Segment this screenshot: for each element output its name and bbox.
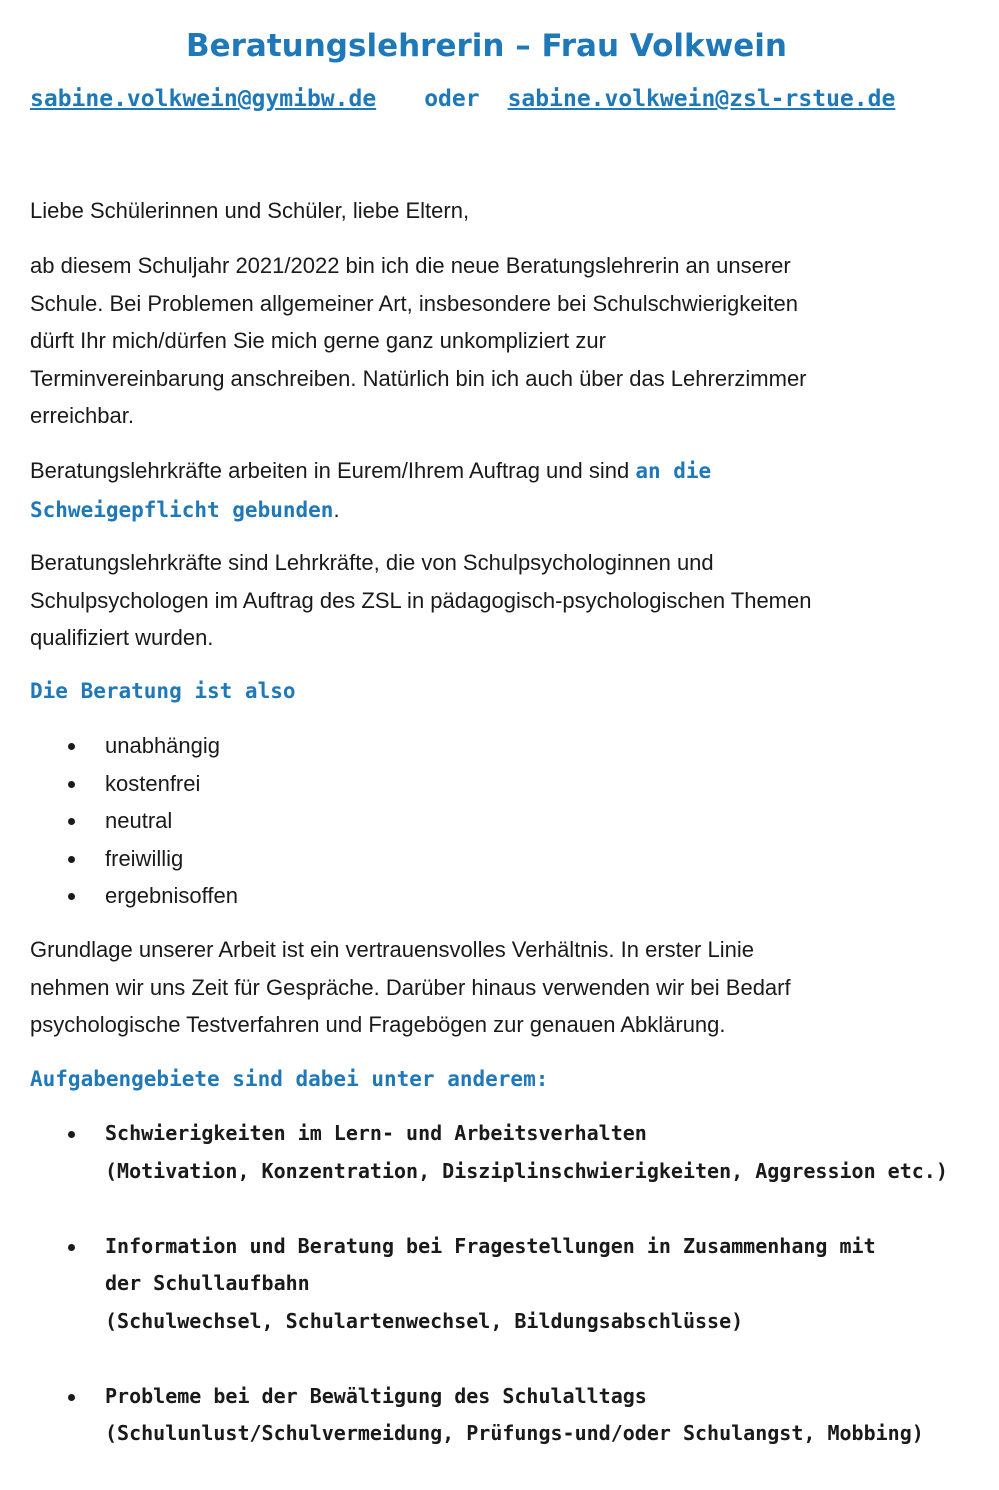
email-link-zsl[interactable]: sabine.volkwein@zsl-rstue.de xyxy=(507,86,896,112)
confidentiality-highlight-2: Schweigepflicht gebunden xyxy=(30,497,334,522)
intro-line: Terminvereinbarung anschreiben. Natürlich bin ich auch über das Lehrerzimmer xyxy=(30,365,807,391)
task-detail: (Schulunlust/Schulvermeidung, Prüfungs-und/oder Schulangst, Mobbing) xyxy=(105,1421,924,1445)
list-item: neutral xyxy=(0,802,238,840)
basis-paragraph xyxy=(30,931,965,1044)
heading-aufgaben: Aufgabengebiete sind dabei unter anderem: xyxy=(30,1067,549,1091)
confidentiality-paragraph xyxy=(30,452,965,529)
qualification-paragraph xyxy=(30,544,965,657)
basis-line: Grundlage unserer Arbeit ist ein vertrauensvolles Verhältnis. In erster Linie xyxy=(30,937,754,962)
intro-line: erreichbar. xyxy=(30,403,134,428)
intro-line: Schule. Bei Problemen allgemeiner Art, insbesondere bei Schulschwierigkeiten xyxy=(30,290,798,316)
basis-line: psychologische Testverfahren und Fragebögen zur genauen Abklärung. xyxy=(30,1012,726,1037)
intro-line: dürft Ihr mich/dürfen Sie mich gerne ganz unkompliziert zur xyxy=(30,328,606,353)
list-item: ergebnisoffen xyxy=(0,877,238,915)
task-item xyxy=(0,1378,990,1453)
list-item: kostenfrei xyxy=(0,765,238,803)
confidentiality-end: . xyxy=(333,496,340,522)
contact-line xyxy=(30,86,975,112)
intro-line: ab diesem Schuljahr 2021/2022 bin ich die neue Beratungslehrerin an unserer xyxy=(30,253,791,278)
confidentiality-text: Beratungslehrkräfte arbeiten in Eurem/Ihrem Auftrag und sind xyxy=(30,458,636,483)
heading-beratung: Die Beratung ist also xyxy=(30,679,296,703)
basis-line: nehmen wir uns Zeit für Gespräche. Darüber hinaus verwenden wir bei Bedarf xyxy=(30,974,791,1000)
task-title-continued: der Schullaufbahn xyxy=(105,1271,310,1295)
task-item xyxy=(0,1115,990,1190)
beratung-list xyxy=(0,727,238,915)
task-title: Schwierigkeiten im Lern- und Arbeitsverhalten xyxy=(105,1121,647,1145)
task-title: Information und Beratung bei Fragestellungen in Zusammenhang mit xyxy=(105,1233,876,1258)
greeting: Liebe Schülerinnen und Schüler, liebe Eltern, xyxy=(30,198,470,223)
list-item: unabhängig xyxy=(0,727,238,765)
task-detail: (Schulwechsel, Schulartenwechsel, Bildungsabschlüsse) xyxy=(105,1308,744,1333)
confidentiality-highlight-1: an die xyxy=(635,459,712,483)
contact-separator: oder xyxy=(424,86,480,112)
qualification-line: qualifiziert wurden. xyxy=(30,625,214,650)
page-title: Beratungslehrerin – Frau Volkwein xyxy=(185,28,788,64)
task-title: Probleme bei der Bewältigung des Schulalltags xyxy=(105,1383,647,1408)
task-item xyxy=(0,1228,990,1341)
task-detail: (Motivation, Konzentration, Disziplinschwierigkeiten, Aggression etc.) xyxy=(105,1158,948,1183)
qualification-line: Beratungslehrkräfte sind Lehrkräfte, die von Schulpsychologinnen und xyxy=(30,550,714,575)
email-link-gymibw[interactable]: sabine.volkwein@gymibw.de xyxy=(30,86,377,112)
tasks-list xyxy=(0,1115,990,1490)
qualification-line: Schulpsychologen im Auftrag des ZSL in pädagogisch-psychologischen Themen xyxy=(30,587,812,613)
intro-paragraph xyxy=(30,247,965,435)
list-item: freiwillig xyxy=(0,840,238,878)
